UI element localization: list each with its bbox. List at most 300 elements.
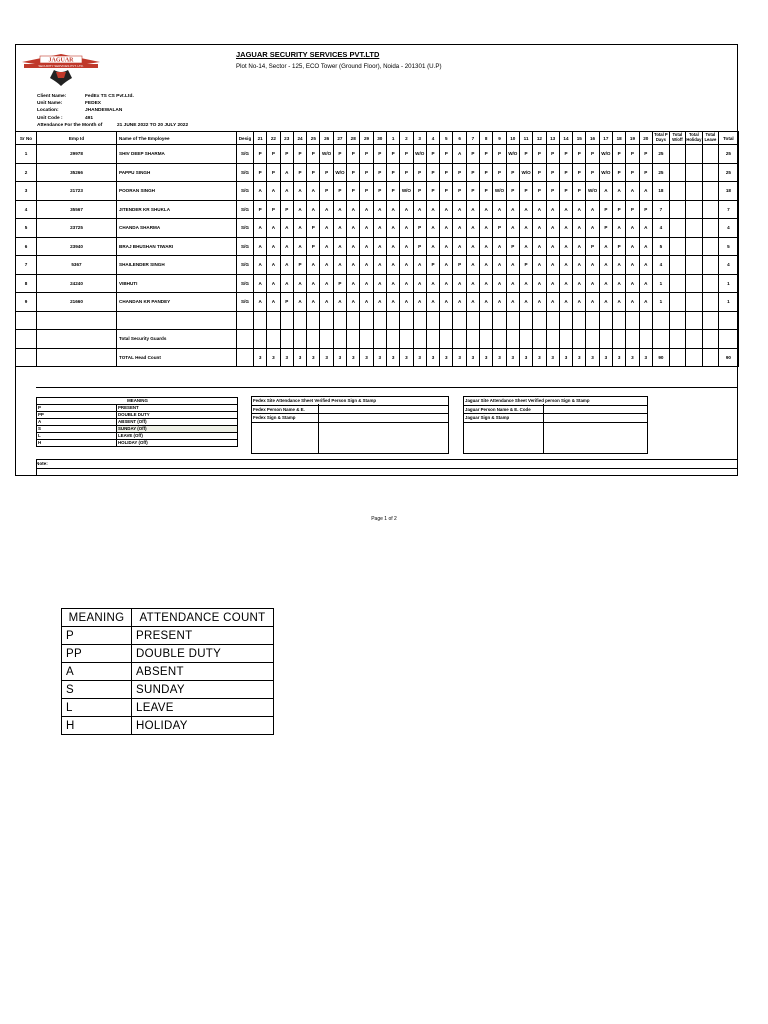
empty-cell — [718, 311, 738, 330]
attendance-cell: A — [413, 274, 426, 293]
attendance-cell: A — [373, 200, 386, 219]
attendance-cell: P — [440, 182, 453, 201]
attendance-cell: A — [506, 274, 519, 293]
empty-cell — [613, 330, 626, 349]
head-count-cell: 3 — [519, 348, 532, 367]
empty-cell — [373, 311, 386, 330]
attendance-cell: A — [573, 274, 586, 293]
head-count-cell: 3 — [639, 348, 652, 367]
empty-cell — [254, 330, 267, 349]
fedex-person-name: Fedex Person Name & E. — [252, 406, 448, 415]
attendance-cell: A — [426, 237, 439, 256]
empty-cell — [360, 311, 373, 330]
large-meaning-code: P — [62, 627, 132, 645]
attendance-cell: A — [373, 219, 386, 238]
attendance-cell: A — [267, 219, 280, 238]
attendance-cell: P — [573, 182, 586, 201]
attendance-cell: A — [254, 182, 267, 201]
header-day: 29 — [360, 132, 373, 145]
head-count-cell: 3 — [267, 348, 280, 367]
desig-cell: S/G — [237, 293, 254, 312]
empty-cell — [559, 311, 572, 330]
total-leave-cell — [702, 200, 718, 219]
attendance-cell: P — [493, 145, 506, 164]
attendance-cell: A — [493, 293, 506, 312]
empty-cell — [16, 330, 37, 349]
divider — [36, 459, 738, 460]
emp-id-cell: 23725 — [37, 219, 117, 238]
total-woff-cell — [669, 293, 685, 312]
total-leave-cell — [702, 237, 718, 256]
attendance-cell: A — [599, 274, 612, 293]
meaning-code: P — [37, 405, 117, 412]
head-count-cell: 3 — [546, 348, 559, 367]
header-day: 2 — [400, 132, 413, 145]
total-p-days-cell: 25 — [652, 163, 669, 182]
attendance-cell: A — [254, 219, 267, 238]
large-meaning-text: ABSENT — [132, 663, 274, 681]
jaguar-sign-stamp: Jaguar Sign & Stamp — [464, 414, 647, 423]
unit-name-value: FEDEX — [85, 101, 101, 107]
attendance-cell: A — [440, 293, 453, 312]
attendance-cell: A — [573, 219, 586, 238]
attendance-cell: A — [267, 274, 280, 293]
employee-name-cell: SHAILENDER SINGH — [117, 256, 237, 275]
location-label: Location: — [37, 108, 59, 114]
attendance-cell: A — [519, 274, 532, 293]
attendance-cell: A — [506, 256, 519, 275]
total-woff-cell — [669, 163, 685, 182]
attendance-cell: P — [573, 145, 586, 164]
empty-cell — [480, 311, 493, 330]
attendance-cell: P — [586, 237, 599, 256]
header-day: 12 — [533, 132, 546, 145]
sr-no-cell: 2 — [16, 163, 37, 182]
empty-cell — [16, 311, 37, 330]
empty-cell — [639, 330, 652, 349]
head-count-cell: 3 — [333, 348, 346, 367]
attendance-cell: P — [453, 182, 466, 201]
total-holiday-cell — [685, 256, 702, 275]
sr-no-cell: 7 — [16, 256, 37, 275]
empty-cell — [533, 330, 546, 349]
attendance-cell: P — [293, 145, 306, 164]
attendance-cell: A — [466, 237, 479, 256]
location-value: JHANDEWALAN — [85, 108, 123, 114]
head-count-cell: 3 — [440, 348, 453, 367]
attendance-cell: A — [466, 293, 479, 312]
attendance-cell: P — [320, 182, 333, 201]
attendance-cell: P — [546, 145, 559, 164]
attendance-cell: W/O — [599, 145, 612, 164]
attendance-cell: A — [533, 274, 546, 293]
attendance-cell: A — [480, 274, 493, 293]
empty-cell — [333, 330, 346, 349]
attendance-cell: P — [386, 145, 399, 164]
empty-cell — [373, 330, 386, 349]
total-holiday-cell — [685, 219, 702, 238]
table-row — [16, 145, 739, 164]
fedex-verification-box — [251, 396, 449, 454]
employee-name-cell: VIBHUTI — [117, 274, 237, 293]
empty-cell — [453, 330, 466, 349]
attendance-cell: A — [360, 274, 373, 293]
attendance-cell: A — [373, 293, 386, 312]
total-holiday-cell — [685, 293, 702, 312]
large-meaning-text: LEAVE — [132, 699, 274, 717]
empty-cell — [237, 311, 254, 330]
total-leave-cell — [702, 219, 718, 238]
total-head-count-row-label: TOTAL Head Count — [117, 348, 237, 367]
attendance-cell: A — [307, 274, 320, 293]
attendance-cell: W/O — [599, 163, 612, 182]
total-holiday-cell — [685, 200, 702, 219]
header-sr-no: Sr No — [16, 132, 37, 145]
meaning-code: A — [37, 419, 117, 426]
attendance-cell: P — [613, 145, 626, 164]
empty-cell — [519, 330, 532, 349]
attendance-cell: A — [559, 200, 572, 219]
large-meaning-row — [62, 681, 274, 699]
attendance-cell: A — [426, 200, 439, 219]
empty-cell — [669, 311, 685, 330]
meaning-row — [37, 433, 238, 440]
empty-cell — [347, 311, 360, 330]
attendance-cell: W/O — [493, 182, 506, 201]
attendance-cell: A — [280, 274, 293, 293]
empty-cell — [426, 311, 439, 330]
attendance-cell: A — [293, 200, 306, 219]
table-row — [16, 163, 739, 182]
logo-subtext: SECURITY SERVICES PVT. LTD. — [38, 64, 84, 69]
head-count-cell: 3 — [254, 348, 267, 367]
attendance-cell: P — [373, 163, 386, 182]
attendance-cell: A — [280, 163, 293, 182]
attendance-cell: A — [586, 200, 599, 219]
attendance-cell: A — [267, 293, 280, 312]
attendance-cell: A — [466, 274, 479, 293]
large-meaning-text: SUNDAY — [132, 681, 274, 699]
attendance-cell: P — [613, 237, 626, 256]
table-row — [16, 274, 739, 293]
header-day: 22 — [267, 132, 280, 145]
attendance-cell: A — [573, 200, 586, 219]
meaning-code: S — [37, 426, 117, 433]
emp-id-cell: 23940 — [37, 237, 117, 256]
total-woff-cell — [669, 237, 685, 256]
total-security-guards-row — [16, 330, 739, 349]
attendance-cell: A — [347, 256, 360, 275]
head-count-cell: 3 — [506, 348, 519, 367]
empty-cell — [37, 348, 117, 367]
attendance-cell: W/O — [586, 182, 599, 201]
attendance-cell: A — [307, 182, 320, 201]
empty-row — [16, 311, 739, 330]
total-leave-cell — [702, 145, 718, 164]
header-day: 16 — [586, 132, 599, 145]
total-woff-cell — [669, 274, 685, 293]
attendance-cell: A — [519, 293, 532, 312]
attendance-cell: P — [373, 182, 386, 201]
attendance-cell: P — [413, 237, 426, 256]
attendance-cell: A — [493, 237, 506, 256]
attendance-cell: A — [626, 293, 639, 312]
attendance-cell: P — [466, 145, 479, 164]
attendance-cell: A — [413, 256, 426, 275]
unit-name-label: Unit Name: — [37, 101, 63, 107]
attendance-cell: P — [440, 145, 453, 164]
attendance-cell: P — [333, 274, 346, 293]
total-cell: 25 — [718, 145, 738, 164]
large-meaning-text: DOUBLE DUTY — [132, 645, 274, 663]
attendance-cell: A — [573, 256, 586, 275]
total-p-days-cell: 25 — [652, 145, 669, 164]
attendance-cell: P — [506, 237, 519, 256]
attendance-cell: A — [280, 219, 293, 238]
attendance-cell: A — [559, 274, 572, 293]
attendance-cell: A — [360, 293, 373, 312]
attendance-cell: P — [413, 182, 426, 201]
empty-cell — [333, 311, 346, 330]
empty-cell — [559, 330, 572, 349]
attendance-cell: A — [373, 237, 386, 256]
attendance-cell: P — [267, 145, 280, 164]
empty-cell — [400, 311, 413, 330]
employee-name-cell: CHANDA SHARMA — [117, 219, 237, 238]
large-meaning-row — [62, 645, 274, 663]
month-value: 21 JUNE 2022 TO 20 JULY 2022 — [117, 122, 189, 128]
total-leave-cell — [702, 293, 718, 312]
empty-cell — [702, 330, 718, 349]
attendance-cell: P — [480, 163, 493, 182]
head-count-total: 90 — [718, 348, 738, 367]
client-name-label: Client Name: — [37, 94, 67, 99]
meaning-text: SUNDAY (Off) — [117, 426, 238, 433]
large-meaning-code: PP — [62, 645, 132, 663]
header-total-holiday: Total Holiday — [685, 132, 702, 145]
attendance-cell: A — [307, 293, 320, 312]
total-p-days-cell: 1 — [652, 293, 669, 312]
attendance-cell: P — [506, 182, 519, 201]
attendance-cell: P — [586, 145, 599, 164]
attendance-cell: P — [599, 200, 612, 219]
total-leave-cell — [702, 274, 718, 293]
attendance-cell: A — [413, 200, 426, 219]
total-leave-cell — [702, 256, 718, 275]
empty-cell — [599, 311, 612, 330]
empty-cell — [117, 311, 237, 330]
desig-cell: S/G — [237, 274, 254, 293]
attendance-cell: P — [533, 182, 546, 201]
empty-cell — [599, 330, 612, 349]
attendance-cell: P — [440, 163, 453, 182]
attendance-cell: A — [559, 256, 572, 275]
attendance-cell: A — [626, 256, 639, 275]
attendance-cell: P — [466, 182, 479, 201]
header-day: 18 — [613, 132, 626, 145]
header-day: 28 — [347, 132, 360, 145]
attendance-cell: W/O — [333, 163, 346, 182]
attendance-cell: A — [280, 182, 293, 201]
attendance-cell: P — [626, 200, 639, 219]
attendance-cell: A — [506, 200, 519, 219]
attendance-cell: A — [440, 200, 453, 219]
attendance-cell: A — [626, 237, 639, 256]
attendance-cell: A — [493, 256, 506, 275]
attendance-cell: A — [546, 200, 559, 219]
attendance-cell: P — [480, 182, 493, 201]
attendance-cell: A — [533, 219, 546, 238]
empty-cell — [320, 311, 333, 330]
empty-cell — [480, 330, 493, 349]
attendance-cell: A — [386, 256, 399, 275]
head-count-total-p: 90 — [652, 348, 669, 367]
attendance-cell: A — [626, 182, 639, 201]
total-p-days-cell: 5 — [652, 237, 669, 256]
empty-cell — [293, 311, 306, 330]
desig-cell: S/G — [237, 200, 254, 219]
total-holiday-cell — [685, 237, 702, 256]
empty-cell — [669, 348, 685, 367]
empty-cell — [307, 311, 320, 330]
empty-cell — [237, 330, 254, 349]
attendance-cell: A — [440, 219, 453, 238]
client-info — [37, 93, 188, 129]
large-header-meaning: MEANING — [62, 609, 132, 627]
attendance-cell: A — [386, 293, 399, 312]
empty-cell — [320, 330, 333, 349]
attendance-cell: P — [559, 182, 572, 201]
jaguar-person-name: Jaguar Person Name & E. Code — [464, 406, 647, 415]
employee-name-cell: JITENDER KR SHUKLA — [117, 200, 237, 219]
emp-id-cell: 5367 — [37, 256, 117, 275]
table-row — [16, 256, 739, 275]
head-count-cell: 3 — [453, 348, 466, 367]
empty-cell — [546, 330, 559, 349]
fedex-sign-stamp: Fedex Sign & Stamp — [252, 414, 448, 423]
attendance-table — [15, 131, 739, 367]
empty-cell — [237, 348, 254, 367]
total-holiday-cell — [685, 163, 702, 182]
attendance-cell: A — [519, 200, 532, 219]
total-woff-cell — [669, 256, 685, 275]
meaning-code: L — [37, 433, 117, 440]
attendance-cell: A — [293, 274, 306, 293]
attendance-cell: A — [360, 219, 373, 238]
attendance-cell: W/O — [519, 163, 532, 182]
attendance-cell: A — [347, 219, 360, 238]
head-count-cell: 3 — [599, 348, 612, 367]
attendance-cell: P — [480, 145, 493, 164]
attendance-cell: P — [280, 200, 293, 219]
attendance-cell: P — [307, 237, 320, 256]
attendance-cell: A — [586, 274, 599, 293]
empty-cell — [586, 330, 599, 349]
empty-cell — [702, 311, 718, 330]
attendance-cell: P — [426, 256, 439, 275]
attendance-cell: A — [320, 256, 333, 275]
attendance-cell: P — [626, 163, 639, 182]
total-cell: 5 — [718, 237, 738, 256]
header-day: 17 — [599, 132, 612, 145]
attendance-cell: A — [440, 256, 453, 275]
empty-cell — [386, 311, 399, 330]
attendance-cell: A — [426, 219, 439, 238]
total-p-days-cell: 4 — [652, 256, 669, 275]
head-count-cell: 3 — [413, 348, 426, 367]
head-count-cell: 3 — [466, 348, 479, 367]
attendance-cell: A — [480, 200, 493, 219]
attendance-cell: P — [400, 163, 413, 182]
large-meaning-text: HOLIDAY — [132, 717, 274, 735]
attendance-cell: A — [400, 274, 413, 293]
total-cell: 4 — [718, 219, 738, 238]
jaguar-logo — [18, 52, 104, 88]
attendance-cell: W/O — [413, 145, 426, 164]
empty-cell — [639, 311, 652, 330]
attendance-cell: P — [347, 145, 360, 164]
attendance-cell: A — [533, 293, 546, 312]
attendance-cell: A — [400, 293, 413, 312]
meaning-row — [37, 440, 238, 447]
head-count-cell: 3 — [280, 348, 293, 367]
attendance-cell: A — [254, 293, 267, 312]
attendance-cell: A — [373, 256, 386, 275]
attendance-cell: P — [293, 163, 306, 182]
empty-cell — [586, 311, 599, 330]
sr-no-cell: 3 — [16, 182, 37, 201]
empty-cell — [267, 330, 280, 349]
empty-cell — [533, 311, 546, 330]
empty-cell — [413, 330, 426, 349]
attendance-cell: P — [573, 163, 586, 182]
header-day: 25 — [307, 132, 320, 145]
attendance-cell: A — [307, 256, 320, 275]
attendance-cell: A — [493, 274, 506, 293]
head-count-cell: 3 — [573, 348, 586, 367]
attendance-cell: A — [533, 256, 546, 275]
attendance-cell: P — [426, 145, 439, 164]
sr-no-cell: 5 — [16, 219, 37, 238]
attendance-cell: A — [386, 219, 399, 238]
attendance-cell: P — [307, 163, 320, 182]
header-day: 5 — [440, 132, 453, 145]
company-address: Plot No-14, Sector - 125, ECO Tower (Ground Floor), Noida - 201301 (U.P) — [236, 63, 442, 70]
table-row — [16, 237, 739, 256]
attendance-cell: A — [533, 237, 546, 256]
attendance-cell: A — [613, 256, 626, 275]
attendance-cell: P — [546, 182, 559, 201]
head-count-cell: 3 — [320, 348, 333, 367]
header-day: 10 — [506, 132, 519, 145]
head-count-cell: 3 — [613, 348, 626, 367]
header-day: 15 — [573, 132, 586, 145]
attendance-cell: P — [559, 163, 572, 182]
empty-cell — [506, 330, 519, 349]
meaning-row — [37, 426, 238, 433]
meaning-legend-small — [36, 397, 238, 447]
header-day: 30 — [373, 132, 386, 145]
large-meaning-row — [62, 699, 274, 717]
attendance-cell: A — [320, 200, 333, 219]
attendance-cell: A — [613, 182, 626, 201]
attendance-cell: A — [373, 274, 386, 293]
box-divider — [318, 404, 319, 454]
header-day: 27 — [333, 132, 346, 145]
total-holiday-cell — [685, 274, 702, 293]
large-meaning-row — [62, 627, 274, 645]
empty-cell — [307, 330, 320, 349]
